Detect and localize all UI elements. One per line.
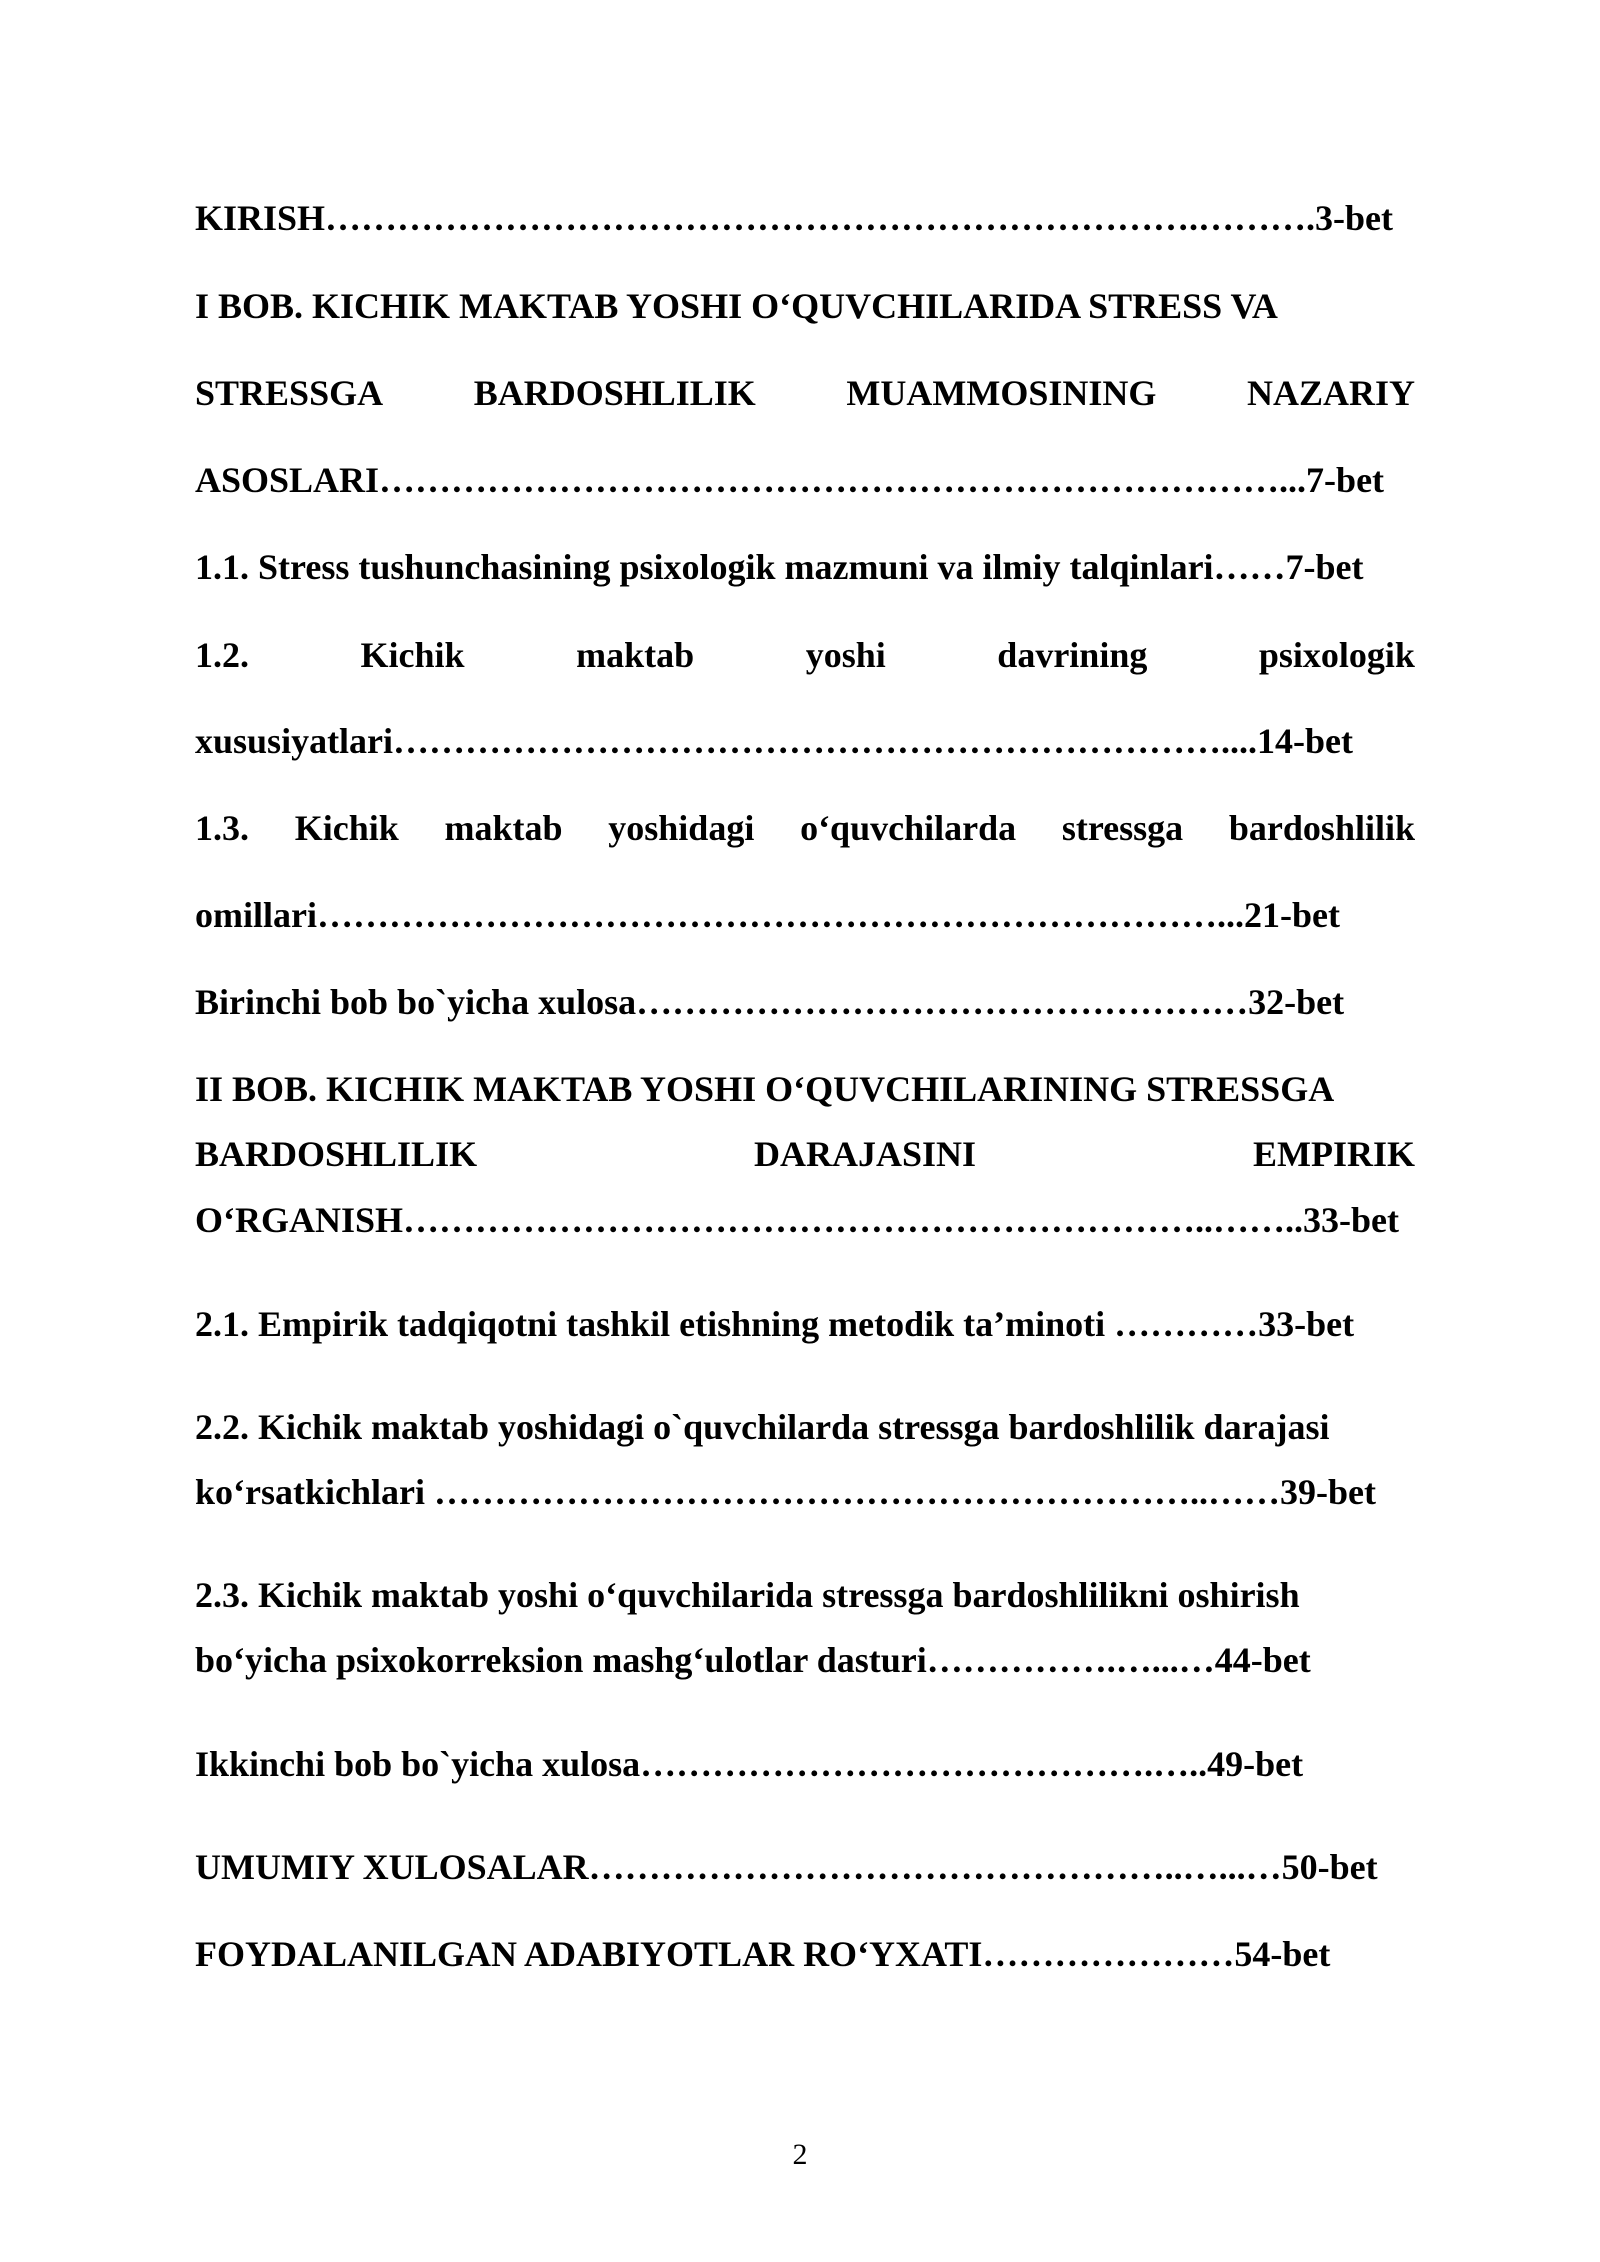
word: maktab	[444, 808, 563, 848]
word: EMPIRIK	[1252, 1134, 1415, 1174]
toc-references: FOYDALANILGAN ADABIYOTLAR RO‘YXATI…………………54-bet	[195, 1934, 1331, 1974]
toc-chapter-1-line-1	[195, 284, 1415, 328]
word: NAZARIY	[1246, 373, 1415, 413]
word: Kichik	[294, 808, 399, 848]
toc-section-2-3-line-2: bo‘yicha psixokorreksion mashg‘ulotlar dasturi…………….…...…44-bet	[195, 1640, 1311, 1680]
word: 1.2.	[195, 635, 249, 675]
word: yoshidagi	[608, 808, 755, 848]
toc-chapter-1-line-3: ASOSLARI…………………………………………………………………...7-bet	[195, 460, 1385, 500]
toc-section-1-1: 1.1. Stress tushunchasining psixologik mazmuni va ilmiy talqinlari……7-bet	[195, 547, 1364, 587]
toc-section-1-3-line-1	[195, 806, 1415, 850]
toc-section-2-2-line-1: 2.2. Kichik maktab yoshidagi o`quvchilarda stressga bardoshlilik darajasi	[195, 1407, 1330, 1447]
toc-chapter-2-line-2	[195, 1132, 1415, 1176]
word: stressga	[1061, 808, 1184, 848]
word: I BOB. KICHIK MAKTAB YOSHI O‘QUVCHILARIDA STRESS VA	[195, 286, 1278, 326]
toc-chapter-1-summary: Birinchi bob bo`yicha xulosa……………………………………………32-bet	[195, 982, 1345, 1022]
toc-section-2-3-line-1: 2.3. Kichik maktab yoshi o‘quvchilarida stressga bardoshlilikni oshirish	[195, 1575, 1300, 1615]
word: maktab	[576, 635, 695, 675]
word: STRESSGA	[195, 373, 384, 413]
toc-kirish: KIRISH……………………………………………………………….……….3-bet	[195, 198, 1394, 238]
toc-general-conclusions: UMUMIY XULOSALAR…………………………………………..…...…50-bet	[195, 1847, 1378, 1887]
toc-section-1-2-line-2: xususiyatlari……………………………………………………………....14-bet	[195, 721, 1354, 761]
word: DARAJASINI	[754, 1134, 977, 1174]
word: Kichik	[360, 635, 465, 675]
toc-section-1-3-line-2: omillari…………………………………………………………………...21-bet	[195, 895, 1340, 935]
word: o‘quvchilarda	[800, 808, 1017, 848]
toc-chapter-2-line-1: II BOB. KICHIK MAKTAB YOSHI O‘QUVCHILARINING STRESSGA	[195, 1069, 1335, 1109]
toc-chapter-2-summary: Ikkinchi bob bo`yicha xulosa…………………………………….…..49-bet	[195, 1744, 1304, 1784]
word: bardoshlilik	[1228, 808, 1415, 848]
toc-chapter-1-line-2	[195, 371, 1415, 415]
word: 1.3.	[195, 808, 249, 848]
page-number: 2	[792, 2138, 808, 2171]
word: BARDOSHLILIK	[195, 1134, 478, 1174]
toc-chapter-2-line-3: O‘RGANISH…………………………………………………………..……..33-bet	[195, 1200, 1399, 1240]
toc-section-1-2-line-1	[195, 633, 1415, 677]
word: MUAMMOSINING	[846, 373, 1157, 413]
word: psixologik	[1258, 635, 1415, 675]
toc-section-2-1: 2.1. Empirik tadqiqotni tashkil etishning metodik ta’minoti …………33-bet	[195, 1304, 1355, 1344]
word: davrining	[997, 635, 1148, 675]
word: yoshi	[805, 635, 886, 675]
toc-section-2-2-line-2: ko‘rsatkichlari ………………………………………………………..……39-bet	[195, 1472, 1376, 1512]
word: BARDOSHLILIK	[473, 373, 756, 413]
